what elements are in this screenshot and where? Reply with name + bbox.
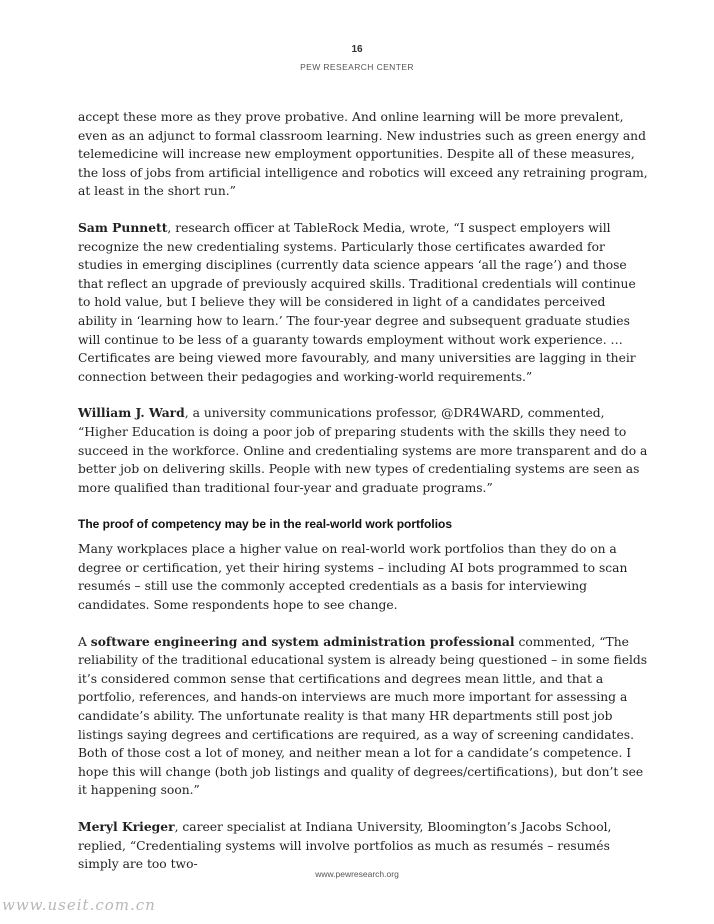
quote-prefix: A <box>78 634 91 649</box>
paragraph-text: Many workplaces place a higher value on real-world work portfolios than they do on a degree or certification, yet their hiring systems – including AI bots programmed to scan resumés – still use the commonly accepted credentials as a basis for interviewing candidates. Some respondents hope to see change. <box>78 542 628 613</box>
watermark: www.useit.com.cn <box>2 896 156 914</box>
organization-name: PEW RESEARCH CENTER <box>300 62 414 72</box>
paragraph-continuation <box>78 108 648 201</box>
page-header <box>0 43 714 74</box>
quote-software-engineer <box>78 633 648 800</box>
speaker-name: William J. Ward <box>78 405 185 421</box>
paragraph-intro <box>78 540 648 614</box>
quote-text: , career specialist at Indiana University, Bloomington’s Jacobs School, replied, “Credentialing systems will involve portfolios as much as resumés – resumés simply are too two- <box>78 820 612 872</box>
paragraph-text: accept these more as they prove probative. And online learning will be more prevalent, even as an adjunct to formal classroom learning. New industries such as green energy and telemedicine will increase new employment opportunities. Despite all of these measures, the loss of jobs from artificial intelligence and robotics will exceed any retraining program, at least in the short run.” <box>78 110 648 199</box>
quote-meryl-krieger <box>78 818 648 874</box>
quote-william-ward <box>78 404 648 497</box>
page-number: 16 <box>351 44 363 55</box>
article-body <box>78 108 648 892</box>
speaker-name: software engineering and system administration professional <box>90 633 515 649</box>
speaker-name: Meryl Krieger <box>78 819 175 834</box>
quote-sam-punnett <box>78 219 648 386</box>
section-heading: The proof of competency may be in the real-world work portfolios <box>78 517 453 532</box>
quote-text: , research officer at TableRock Media, wrote, “I suspect employers will recognize the new credentialing systems. Particularly those certificates awarded for studies in emerging disciplines (currently data science appears ‘all the rage’) and those that reflect an upgrade of previously acquired skills. Traditional credentials will continue to hold value, but I believe they will be considered in light of a candidates perceived ability in ‘learning how to learn.’ The four-year degree and subsequent graduate studies will continue to be less of a guaranty towards employment without work experience. … Certificates are being viewed more favourably, and many universities are lagging in their connection between their pedagogies and working-world requirements.” <box>78 220 636 384</box>
speaker-name: Sam Punnett <box>78 219 168 235</box>
quote-text: , a university communications professor, @DR4WARD, commented, “Higher Education is doing a poor job of preparing students with the skills they need to succeed in the workforce. Online and credentialing systems are more transparent and do a better job on delivering skills. People with new types of credentialing systems are seen as more qualified than traditional four-year and graduate programs.” <box>78 406 648 495</box>
footer-url: www.pewresearch.org <box>315 869 399 879</box>
quote-text: commented, “The reliability of the traditional educational system is already being questioned – in some fields it’s considered common sense that certifications and degrees mean little, and that a portfolio, references, and hands-on interviews are much more important for assessing a candidate’s ability. The unfortunate reality is that many HR departments still post job listings saying degrees and certifications are required, as a way of screening candidates. Both of those cost a lot of money, and neither mean a lot for a candidate’s competence. I hope this will change (both job listings and quality of degrees/certifications), but don’t see it happening soon.” <box>78 634 648 798</box>
